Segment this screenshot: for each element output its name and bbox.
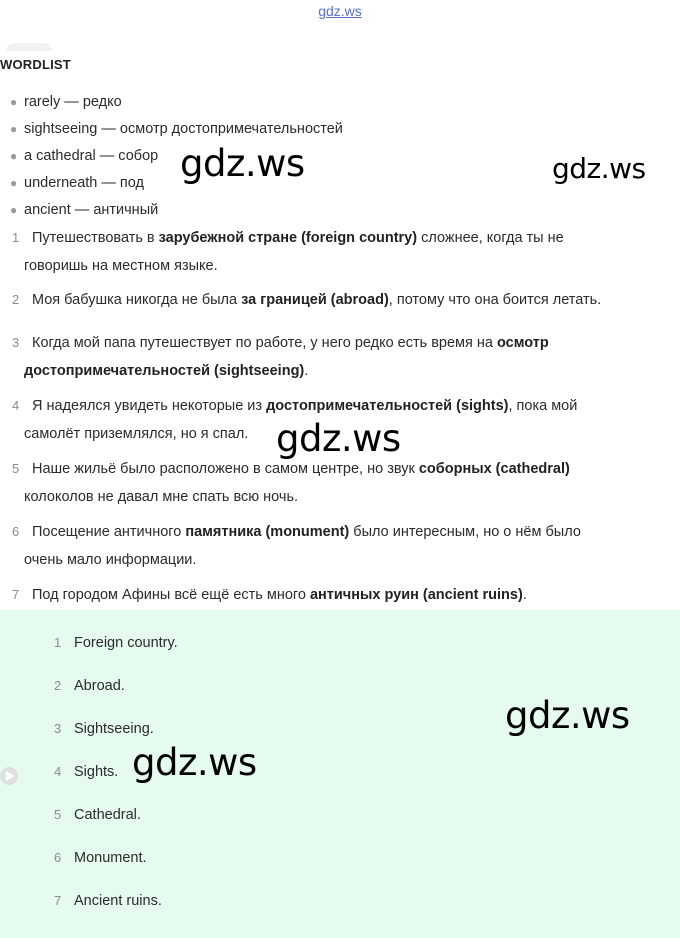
watermark: gdz.ws [552,152,646,185]
bullet-icon: ● [10,176,18,190]
wordlist-heading: WORDLIST [0,57,71,72]
bullet-icon: ● [10,149,18,163]
answer-item: 7 Ancient ruins. [54,893,162,909]
answer-item: 4 Sights. [54,764,119,780]
answer-item: 1 Foreign country. [54,635,178,651]
exercise-3: 3 Когда мой папа путешествует по работе, у него редко есть время на осмотр достопримечательностей (sightseeing). [12,335,549,379]
watermark: gdz.ws [132,741,257,784]
exercise-7: 7 Под городом Афины всё ещё есть много античных руин (ancient ruins). [12,587,527,603]
answer-item: 2 Abroad. [54,678,125,694]
bullet-icon: ● [10,203,18,217]
site-link[interactable]: gdz.ws [318,3,362,19]
exercise-5: 5 Наше жильё было расположено в самом центре, но звук соборных (cathedral) колоколов не давал мне спать всю ночь. [12,461,570,505]
exercise-1: 1 Путешествовать в зарубежной стране (foreign country) сложнее, когда ты не говоришь на местном языке. [12,230,564,274]
answer-item: 6 Monument. [54,850,147,866]
bullet-icon: ● [10,95,18,109]
wordlist-item: ● sightseeing — осмотр достопримечательностей [10,121,343,137]
wordlist-item: ● ancient — античный [10,202,159,218]
wordlist-item: ● a cathedral — собор [10,148,159,164]
answer-item: 5 Cathedral. [54,807,141,823]
wordlist-item: ● rarely — редко [10,94,122,110]
watermark: gdz.ws [505,694,630,737]
answers-panel [0,610,680,938]
exercise-2: 2 Моя бабушка никогда не была за границей (abroad), потому что она боится летать. [12,292,602,308]
watermark: gdz.ws [276,417,401,460]
exercise-4: 4 Я надеялся увидеть некоторые из достопримечательностей (sights), пока мой самолёт приземлялся, но я спал. [12,398,578,442]
bullet-icon: ● [10,122,18,136]
play-icon[interactable] [0,767,18,785]
watermark: gdz.ws [180,142,305,185]
wordlist-item: ● underneath — под [10,175,144,191]
exercise-6: 6 Посещение античного памятника (monument) было интересным, но о нём было очень мало информации. [12,524,581,568]
answer-item: 3 Sightseeing. [54,721,154,737]
tab-chip [6,43,52,51]
